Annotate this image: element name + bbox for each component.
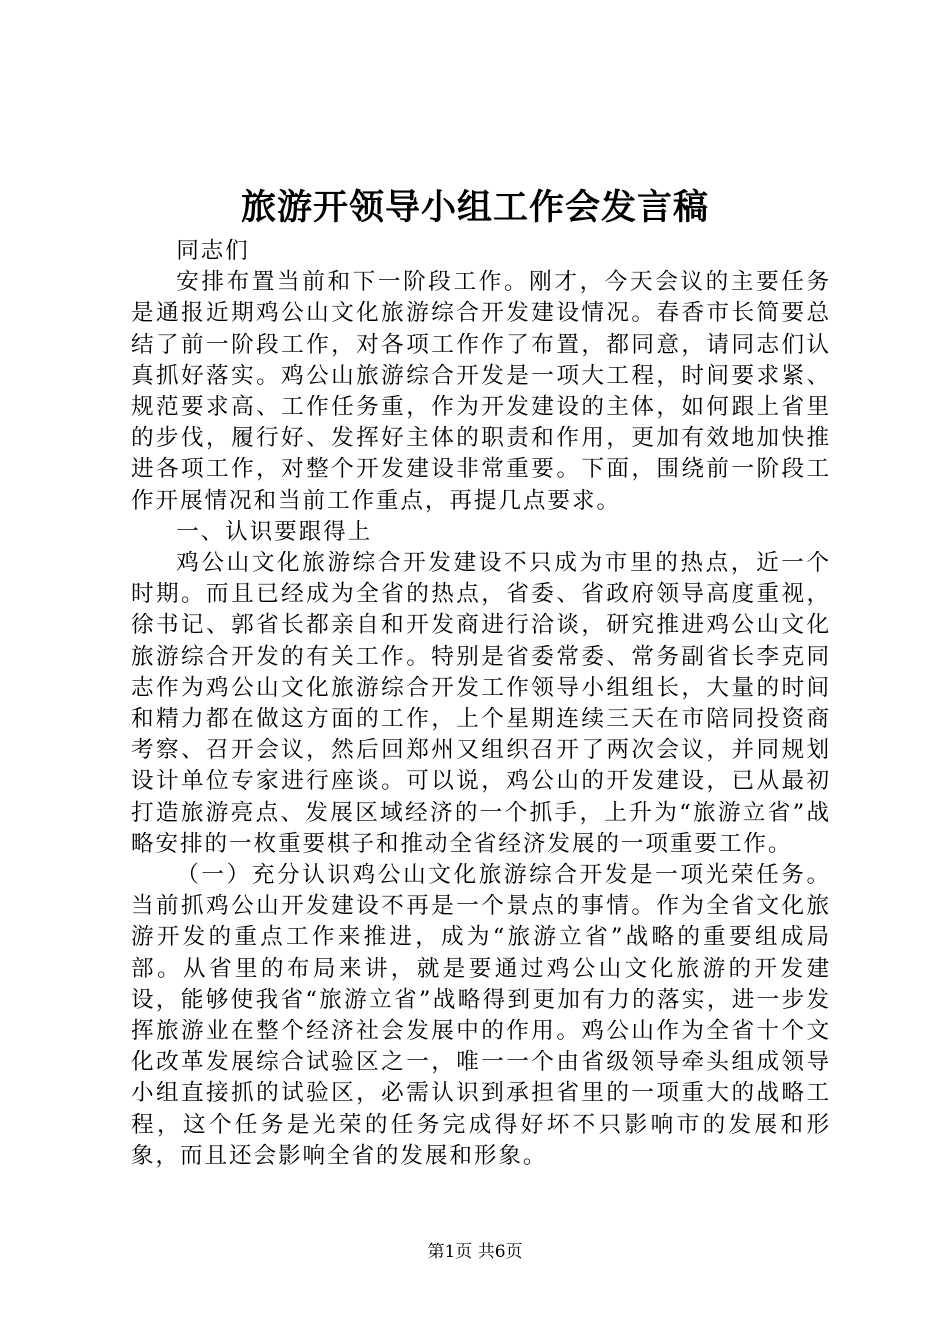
page-footer: 第1页 共6页 xyxy=(427,1242,523,1262)
section-heading: 一、认识要跟得上 xyxy=(176,518,373,545)
body-paragraph: 鸡公山文化旅游综合开发建设不只成为市里的热点，近一个时期。而且已经成为全省的热点，省委、省政府领导高度重视，徐书记、郭省长都亲自和开发商进行洽谈，研究推进鸡公山文化旅游综合开发的有关工作。特别是省委常委、常务副省长李克同志作为鸡公山文化旅游综合开发工作领导小组组长，大量的时间和精力都在做这方面的工作，上个星期连续三天在市陪同投资商考察、召开会议，然后回郑州又组织召开了两次会议，并同规划设计单位专家进行座谈。可以说，鸡公山的开发建设，已从最初打造旅游亮点、发展区域经济的一个抓手，上升为“旅游立省”战略安排的一枚重要棋子和推动全省经济发展的一项重要工作。 xyxy=(131,550,831,857)
document-body xyxy=(131,236,831,1172)
salutation: 同志们 xyxy=(176,238,250,264)
body-paragraph: 安排布置当前和下一阶段工作。刚才，今天会议的主要任务是通报近期鸡公山文化旅游综合开发建设情况。春香市长简要总结了前一阶段工作，对各项工作作了布置，都同意，请同志们认真抓好落实。鸡公山旅游综合开发是一项大工程，时间要求紧、规范要求高、工作任务重，作为开发建设的主体，如何跟上省里的步伐，履行好、发挥好主体的职责和作用，更加有效地加快推进各项工作，对整个开发建设非常重要。下面，围绕前一阶段工作开展情况和当前工作重点，再提几点要求。 xyxy=(131,269,831,514)
body-paragraph: （一）充分认识鸡公山文化旅游综合开发是一项光荣任务。当前抓鸡公山开发建设不再是一个景点的事情。作为全省文化旅游开发的重点工作来推进，成为“旅游立省”战略的重要组成局部。从省里的布局来讲，就是要通过鸡公山文化旅游的开发建设，能够使我省“旅游立省”战略得到更加有力的落实，进一步发挥旅游业在整个经济社会发展中的作用。鸡公山作为全省十个文化改革发展综合试验区之一，唯一一个由省级领导牵头组成领导小组直接抓的试验区，必需认识到承担省里的一项重大的战略工程，这个任务是光荣的任务完成得好坏不只影响市的发展和形象，而且还会影响全省的发展和形象。 xyxy=(131,862,831,1169)
document-title: 旅游开领导小组工作会发言稿 xyxy=(240,187,709,228)
